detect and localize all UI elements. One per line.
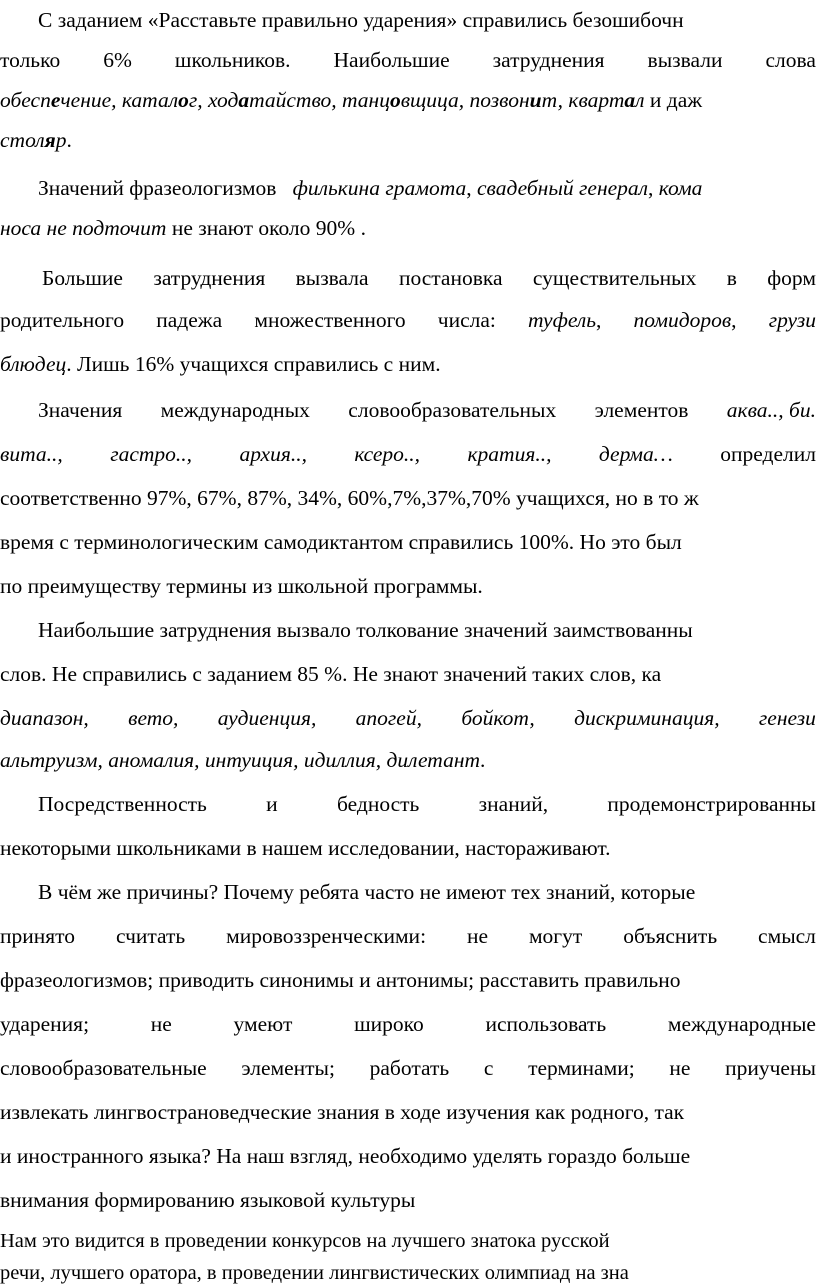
text-span: время с терминологическим самодиктантом справились 100%. Но это был <box>0 530 682 554</box>
text-line: вита.., гастро.., архия.., ксеро.., кратия.., дерма… определил <box>0 434 816 474</box>
text-span: определил <box>720 442 816 466</box>
text-span: и даж <box>649 88 703 112</box>
text-span: , <box>648 176 654 200</box>
text-span: грузи <box>768 308 816 332</box>
text-line: столяр. <box>0 128 72 152</box>
text-line <box>0 740 816 780</box>
text-line <box>38 610 816 650</box>
text-span: Нам это видится в проведении конкурсов на лучшего знатока русской <box>0 1230 610 1252</box>
text-span: С заданием «Расставьте правильно ударения» справились безошибочн <box>38 8 684 32</box>
text-line <box>0 1224 816 1258</box>
word: школьников. <box>174 48 291 72</box>
text-line <box>0 960 816 1000</box>
text-line <box>38 872 816 912</box>
text-span: слов. Не справились с заданием 85 %. Не знают значений таких слов, ка <box>0 662 662 686</box>
text-line: диапазон, вето, аудиенция, апогей, бойкот, дискриминация, генези <box>0 706 816 730</box>
text-span: , <box>466 176 472 200</box>
word: затруднения <box>492 48 605 72</box>
text-line <box>0 654 816 694</box>
text-span: блюдец <box>0 352 67 376</box>
text-span: помидоров <box>633 308 732 332</box>
text-line: Значения международных словообразовательных элементов аква.., би. <box>38 390 816 430</box>
text-line <box>38 0 816 40</box>
text-line: словообразовательные элементы; работать с терминами; не приучены <box>0 1056 816 1080</box>
text-line <box>0 1092 816 1132</box>
text-span: извлекать лингвострановедческие знания в ходе изучения как родного, так <box>0 1100 685 1124</box>
text-line <box>0 478 816 518</box>
text-line <box>0 344 816 384</box>
text-span: фразеологизмов; приводить синонимы и антонимы; расставить правильно <box>0 968 681 992</box>
text-line <box>0 1256 816 1285</box>
text-line <box>0 1136 816 1176</box>
text-span: внимания формированию языковой культуры <box>0 1188 416 1212</box>
text-line: родительного падежа множественного числа: туфель, помидоров, грузи <box>0 300 816 340</box>
text-line: ударения; не умеют широко использовать международные <box>0 1012 816 1036</box>
text-line <box>0 828 816 868</box>
text-span: . <box>66 128 72 152</box>
text-line <box>0 1180 816 1220</box>
text-line: Посредственность и бедность знаний, продемонстрированны <box>38 792 816 816</box>
text-line: Большие затруднения вызвала постановка существительных в форм <box>42 266 816 290</box>
word: слова <box>765 48 816 72</box>
text-span: и иностранного языка? На наш взгляд, необходимо уделять гораздо больше <box>0 1144 691 1168</box>
text-line: принято считать мировоззренческими: не могут объяснить смысл <box>0 924 816 948</box>
text-span: Наибольшие затруднения вызвало толкование значений заимствованны <box>38 618 693 642</box>
text-line: обеспечение, каталог, ходатайство, танцовщица, позвонит, квартал и даж <box>0 88 703 112</box>
text-span: альтруизм, аномалия, интуиция, идиллия, дилетант <box>0 748 481 772</box>
text-span: , <box>731 308 737 332</box>
text-span: . Лишь 16% учащихся справились с ним. <box>66 352 441 376</box>
word: Наибольшие <box>333 48 450 72</box>
text-line <box>0 40 816 80</box>
text-span: носа не подточит <box>0 216 167 240</box>
word: 6% <box>103 48 132 72</box>
text-span: туфель <box>528 308 597 332</box>
text-span: аква.., би. <box>726 398 816 422</box>
text-span: филькина грамота <box>292 176 467 200</box>
text-span: , <box>596 308 602 332</box>
text-span: соответственно 97%, 67%, 87%, 34%, 60%,7%,37%,70% учащихся, но в то ж <box>0 486 699 510</box>
text-line <box>0 208 816 248</box>
text-span: . <box>480 748 486 772</box>
text-span: свадебный генерал <box>476 176 649 200</box>
text-span: кома <box>658 176 703 200</box>
word: вызвали <box>647 48 723 72</box>
text-line <box>0 522 816 562</box>
text-span: В чём же причины? Почему ребята часто не имеют тех знаний, которые <box>38 880 696 904</box>
text-span: Значений фразеологизмов <box>38 176 277 200</box>
text-span: не знают около 90% . <box>171 216 366 240</box>
text-span: речи, лучшего оратора, в проведении лингвистических олимпиад на зна <box>0 1262 629 1284</box>
text-span: по преимуществу термины из школьной программы. <box>0 574 483 598</box>
word: только <box>0 48 61 72</box>
text-line <box>38 168 816 208</box>
text-span: некоторыми школьниками в нашем исследовании, настораживают. <box>0 836 611 860</box>
text-line <box>0 566 816 606</box>
